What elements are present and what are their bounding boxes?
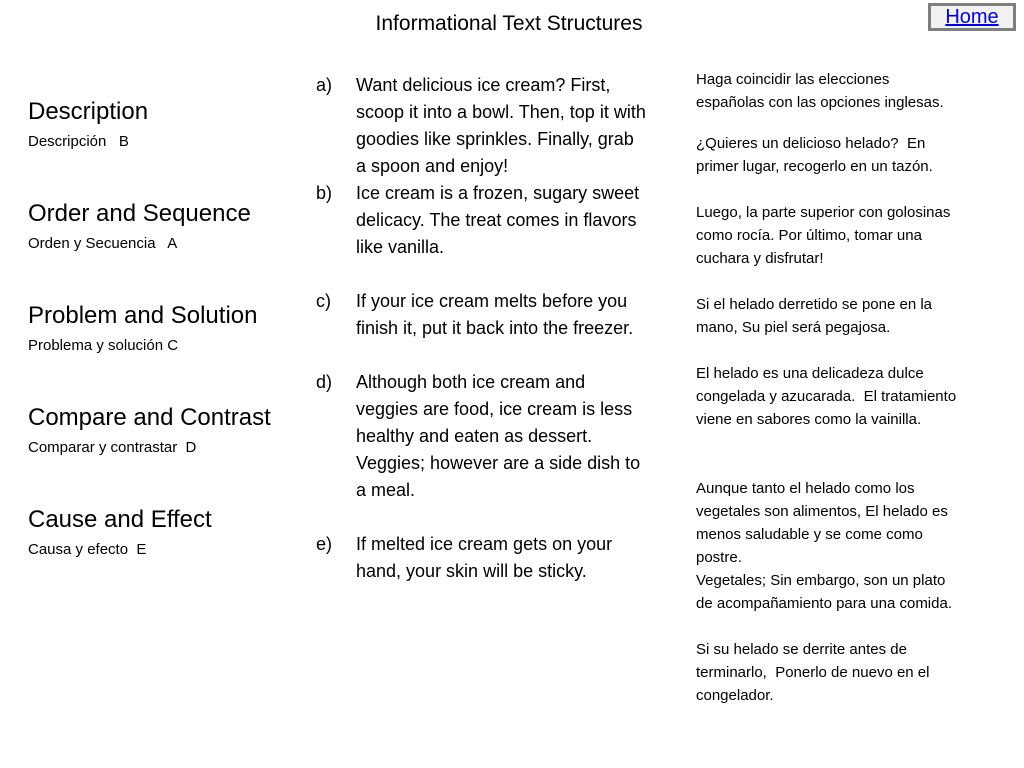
structure-spanish-label: Descripción B (28, 133, 129, 150)
passage-text: If your ice cream melts before you finish it, put it back into the freezer. (356, 291, 634, 338)
structure-spanish-label: Problema y solución C (28, 337, 179, 354)
structure-cause-effect (28, 504, 308, 606)
structure-name: Description (28, 98, 149, 125)
passage-letter: d) (316, 372, 333, 392)
spanish-block: Aunque tanto el helado como los vegetales son alimentos, El helado es menos saludable y se come como postre. Vegetales; Sin embargo, son un plato de acompañamiento para una comida. (696, 480, 952, 612)
passage-b (316, 180, 646, 261)
structure-spanish-label: Orden y Secuencia A (28, 235, 178, 252)
structure-spanish-label: Causa y efecto E (28, 541, 147, 558)
structure-name: Problem and Solution (28, 302, 258, 329)
passage-letter: e) (316, 534, 333, 554)
spanish-block: Si su helado se derrite antes de terminarlo, Ponerlo de nuevo en el congelador. (696, 641, 930, 704)
text-structure-list (28, 96, 308, 606)
structure-name: Compare and Contrast (28, 404, 271, 431)
passage-letter: c) (316, 291, 331, 311)
home-button[interactable]: Home (928, 3, 1016, 31)
spanish-block: Luego, la parte superior con golosinas como rocía. Por último, tomar una cuchara y disfrutar! (696, 204, 951, 267)
passage-text: If melted ice cream gets on your hand, your skin will be sticky. (356, 534, 613, 581)
structure-problem-solution (28, 300, 308, 402)
spanish-translations (696, 68, 1021, 707)
structure-name: Cause and Effect (28, 506, 212, 533)
passage-text: Although both ice cream and veggies are food, ice cream is less healthy and eaten as dessert. Veggies; however are a side dish to a meal. (356, 372, 641, 500)
structure-name: Order and Sequence (28, 200, 251, 227)
structure-description (28, 96, 308, 198)
spanish-instructions: Haga coincidir las elecciones españolas con las opciones inglesas. (696, 71, 944, 111)
spanish-block: El helado es una delicadeza dulce congelada y azucarada. El tratamiento viene en sabores como la vainilla. (696, 365, 957, 428)
passage-d (316, 369, 646, 504)
structure-order-sequence (28, 198, 308, 300)
structure-spanish-label: Comparar y contrastar D (28, 439, 197, 456)
structure-compare-contrast (28, 402, 308, 504)
spanish-block: Si el helado derretido se pone en la mano, Su piel será pegajosa. (696, 296, 933, 336)
slide-title: Informational Text Structures (375, 12, 643, 35)
passage-a (316, 72, 646, 180)
passage-text: Want delicious ice cream? First, scoop it into a bowl. Then, top it with goodies like sprinkles. Finally, grab a spoon and enjoy! (356, 75, 646, 176)
spanish-block: ¿Quieres un delicioso helado? En primer lugar, recogerlo en un tazón. (696, 135, 933, 175)
passage-e (316, 531, 646, 585)
passage-c (316, 288, 646, 342)
passage-text: Ice cream is a frozen, sugary sweet delicacy. The treat comes in flavors like vanilla. (356, 183, 640, 257)
passage-letter: b) (316, 183, 333, 203)
passage-list (316, 72, 646, 585)
passage-letter: a) (316, 75, 333, 95)
